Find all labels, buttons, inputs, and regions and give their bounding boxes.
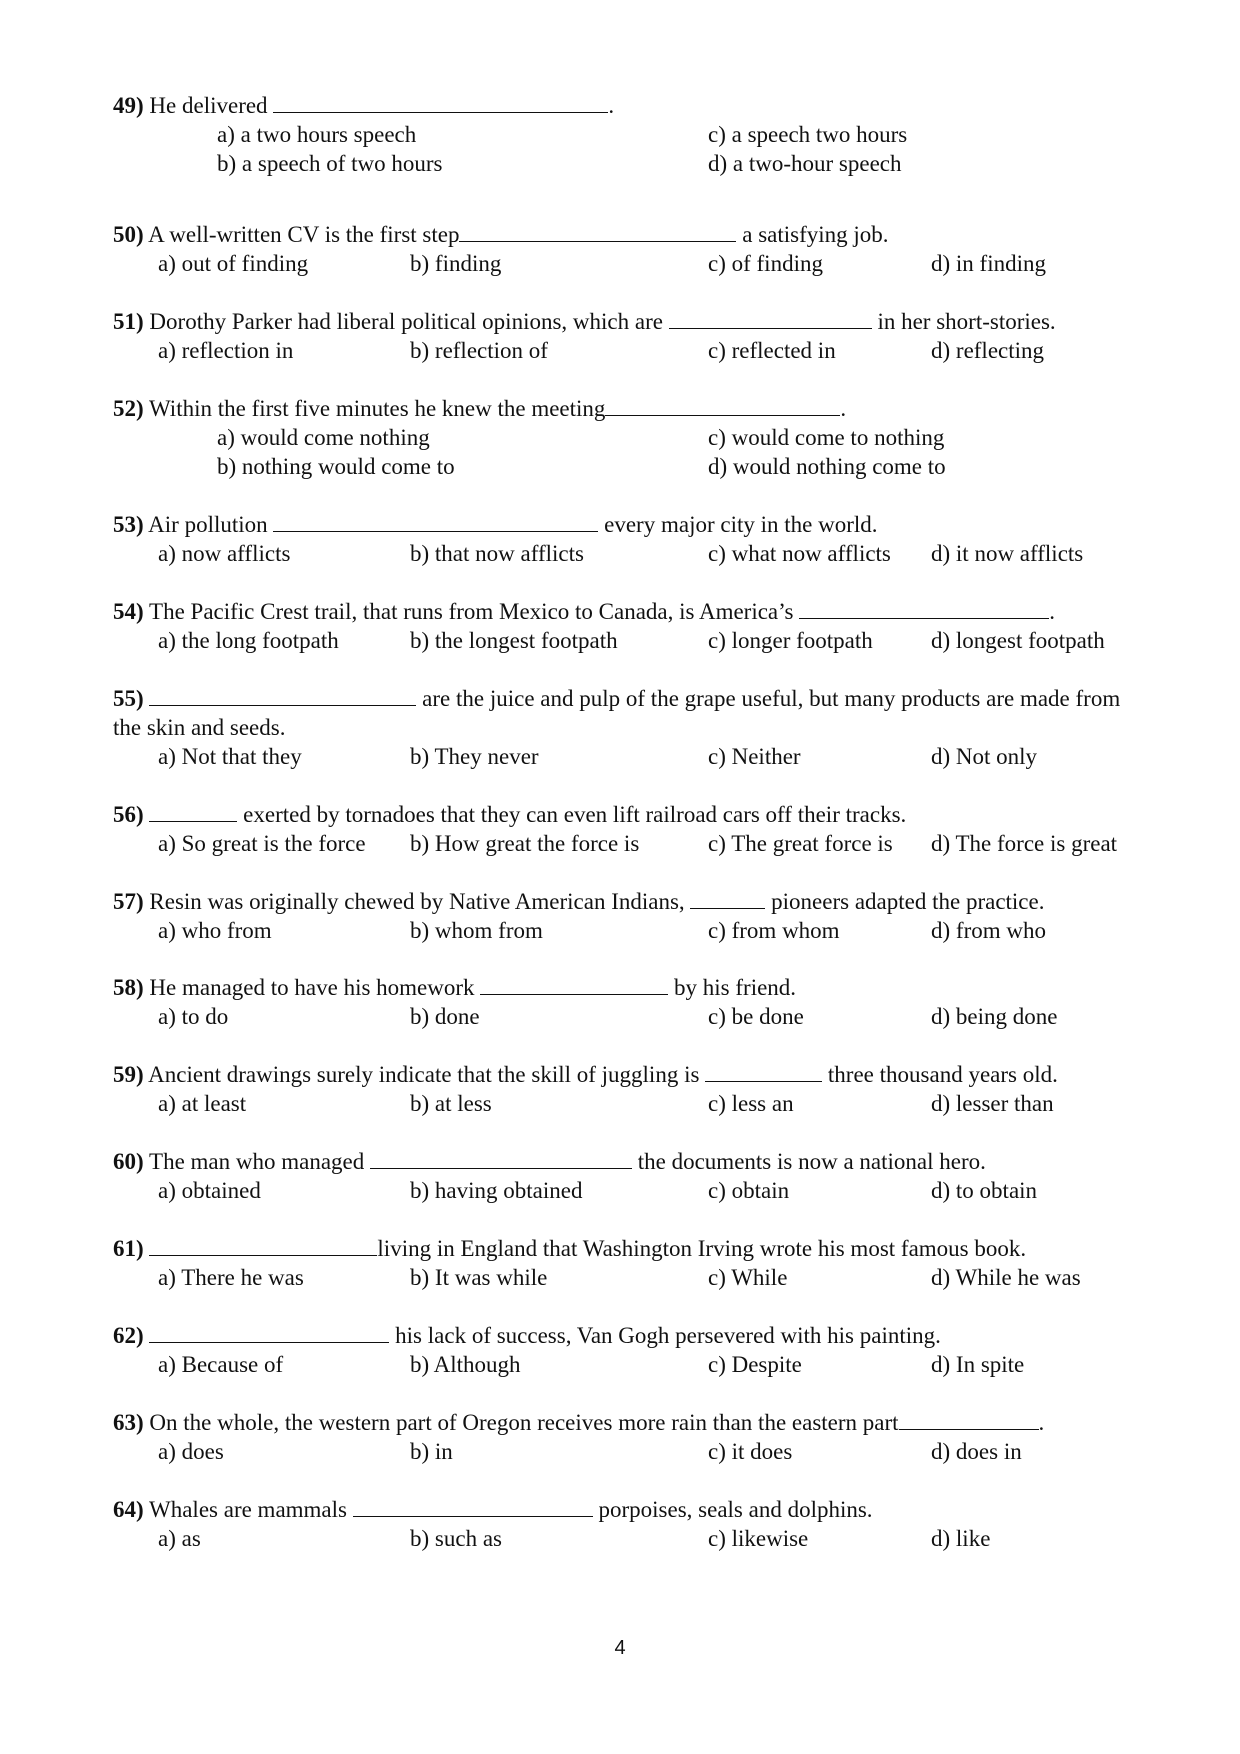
- option-a[interactable]: a) obtained: [158, 1178, 261, 1203]
- option-c[interactable]: c) a speech two hours: [708, 122, 908, 147]
- answer-blank[interactable]: [353, 1496, 593, 1517]
- question-number: 52): [113, 396, 144, 421]
- option-c[interactable]: c) longer footpath: [708, 628, 873, 653]
- stem-text: exerted by tornadoes that they can even lift railroad cars off their tracks.: [237, 802, 907, 827]
- answer-blank[interactable]: [149, 685, 416, 706]
- option-d[interactable]: d) in finding: [931, 251, 1046, 276]
- answer-blank[interactable]: [273, 511, 598, 532]
- stem-text: He managed to have his homework: [149, 975, 481, 1000]
- option-a[interactable]: a) reflection in: [158, 338, 294, 363]
- option-c[interactable]: c) be done: [708, 1004, 804, 1029]
- option-b[interactable]: b) having obtained: [410, 1178, 583, 1203]
- question-stem: [113, 1147, 1143, 1176]
- option-c[interactable]: c) it does: [708, 1439, 793, 1464]
- question-number: 53): [113, 512, 144, 537]
- question-stem: [113, 1321, 1143, 1350]
- question-stem: [113, 1408, 1143, 1437]
- option-b[interactable]: b) that now afflicts: [410, 541, 584, 566]
- option-d[interactable]: d) being done: [931, 1004, 1058, 1029]
- answer-blank[interactable]: [690, 888, 765, 909]
- stem-text: by his friend.: [668, 975, 797, 1000]
- stem-text: three thousand years old.: [822, 1062, 1058, 1087]
- question-stem: [113, 887, 1143, 916]
- option-b[interactable]: b) Although: [410, 1352, 521, 1377]
- question-number: 58): [113, 975, 144, 1000]
- question-64: [113, 1495, 1143, 1553]
- option-c[interactable]: c) obtain: [708, 1178, 790, 1203]
- option-b[interactable]: b) in: [410, 1439, 453, 1464]
- option-d[interactable]: d) does in: [931, 1439, 1022, 1464]
- answer-blank[interactable]: [669, 308, 872, 329]
- question-54: [113, 597, 1143, 655]
- answer-blank[interactable]: [705, 1061, 822, 1082]
- option-d[interactable]: d) While he was: [931, 1265, 1081, 1290]
- question-stem: [113, 684, 1143, 742]
- stem-text: porpoises, seals and dolphins.: [592, 1497, 873, 1522]
- option-a[interactable]: a) Not that they: [158, 744, 302, 769]
- question-number: 61): [113, 1236, 144, 1261]
- option-a[interactable]: a) would come nothing: [217, 425, 430, 450]
- option-c[interactable]: c) likewise: [708, 1526, 809, 1551]
- stem-text: living in England that Washington Irving wrote his most famous book.: [377, 1236, 1027, 1261]
- stem-text: every major city in the world.: [598, 512, 878, 537]
- question-number: 55): [113, 686, 144, 711]
- stem-text: Air pollution: [148, 512, 274, 537]
- option-c[interactable]: c) from whom: [708, 918, 840, 943]
- option-a[interactable]: a) at least: [158, 1091, 247, 1116]
- question-stem: [113, 307, 1143, 336]
- question-stem: [113, 394, 1143, 423]
- option-a[interactable]: a) out of finding: [158, 251, 309, 276]
- answer-blank[interactable]: [149, 801, 237, 822]
- option-b[interactable]: b) nothing would come to: [217, 454, 455, 479]
- answer-blank[interactable]: [149, 1235, 377, 1256]
- stem-text: in her short-stories.: [871, 309, 1056, 334]
- question-stem: [113, 91, 1143, 120]
- question-number: 49): [113, 93, 144, 118]
- option-a[interactable]: a) as: [158, 1526, 201, 1551]
- option-a[interactable]: a) now afflicts: [158, 541, 291, 566]
- option-d[interactable]: d) In spite: [931, 1352, 1025, 1377]
- question-58: [113, 973, 1143, 1031]
- question-number: 57): [113, 889, 144, 914]
- answer-blank[interactable]: [899, 1409, 1039, 1430]
- answer-blank[interactable]: [459, 221, 736, 242]
- stem-text: a satisfying job.: [736, 222, 889, 247]
- stem-text: .: [840, 396, 847, 421]
- option-b[interactable]: b) done: [410, 1004, 480, 1029]
- option-c[interactable]: c) Despite: [708, 1352, 802, 1377]
- option-a[interactable]: a) Because of: [158, 1352, 284, 1377]
- question-50: [113, 220, 1143, 278]
- option-b[interactable]: b) the longest footpath: [410, 628, 618, 653]
- question-number: 51): [113, 309, 144, 334]
- option-b[interactable]: b) How great the force is: [410, 831, 640, 856]
- option-b[interactable]: b) at less: [410, 1091, 492, 1116]
- option-c[interactable]: c) The great force is: [708, 831, 893, 856]
- option-c[interactable]: c) less an: [708, 1091, 794, 1116]
- option-d[interactable]: d) reflecting: [931, 338, 1045, 363]
- stem-text: .: [1038, 1410, 1045, 1435]
- option-d[interactable]: d) like: [931, 1526, 991, 1551]
- option-d[interactable]: d) longest footpath: [931, 628, 1105, 653]
- option-d[interactable]: d) Not only: [931, 744, 1038, 769]
- option-a[interactable]: a) to do: [158, 1004, 229, 1029]
- answer-blank[interactable]: [149, 1322, 389, 1343]
- option-a[interactable]: a) does: [158, 1439, 224, 1464]
- question-stem: [113, 1495, 1143, 1524]
- question-55: [113, 684, 1143, 771]
- stem-text: Whales are mammals: [149, 1497, 353, 1522]
- option-c[interactable]: c) reflected in: [708, 338, 836, 363]
- option-c[interactable]: c) of finding: [708, 251, 823, 276]
- option-c[interactable]: c) Neither: [708, 744, 801, 769]
- question-60: [113, 1147, 1143, 1205]
- page-number: 4: [614, 1637, 626, 1659]
- question-stem: [113, 1234, 1143, 1263]
- stem-text: .: [608, 93, 615, 118]
- option-d[interactable]: d) to obtain: [931, 1178, 1038, 1203]
- question-number: 63): [113, 1410, 144, 1435]
- answer-blank[interactable]: [799, 598, 1049, 619]
- stem-text: Ancient drawings surely indicate that the skill of juggling is: [148, 1062, 706, 1087]
- stem-text: A well-written CV is the first step: [148, 222, 460, 247]
- answer-blank[interactable]: [273, 92, 608, 113]
- option-b[interactable]: b) a speech of two hours: [217, 151, 443, 176]
- option-a[interactable]: a) So great is the force: [158, 831, 366, 856]
- question-52: [113, 394, 1143, 481]
- option-d[interactable]: d) a two-hour speech: [708, 151, 902, 176]
- option-b[interactable]: b) reflection of: [410, 338, 548, 363]
- question-51: [113, 307, 1143, 365]
- question-stem: [113, 1060, 1143, 1089]
- option-c[interactable]: c) would come to nothing: [708, 425, 945, 450]
- question-stem: [113, 973, 1143, 1002]
- option-b[interactable]: b) such as: [410, 1526, 502, 1551]
- stem-text: The Pacific Crest trail, that runs from Mexico to Canada, is America’s: [149, 599, 800, 624]
- option-d[interactable]: d) from who: [931, 918, 1046, 943]
- option-c[interactable]: c) what now afflicts: [708, 541, 891, 566]
- option-b[interactable]: b) finding: [410, 251, 502, 276]
- question-62: [113, 1321, 1143, 1379]
- question-number: 59): [113, 1062, 144, 1087]
- question-number: 56): [113, 802, 144, 827]
- question-stem: [113, 220, 1143, 249]
- question-stem: [113, 597, 1143, 626]
- answer-blank[interactable]: [605, 395, 840, 416]
- option-b[interactable]: b) It was while: [410, 1265, 548, 1290]
- question-number: 64): [113, 1497, 144, 1522]
- question-63: [113, 1408, 1143, 1466]
- stem-text: his lack of success, Van Gogh persevered with his painting.: [389, 1323, 941, 1348]
- option-a[interactable]: a) the long footpath: [158, 628, 339, 653]
- option-d[interactable]: d) lesser than: [931, 1091, 1054, 1116]
- question-number: 60): [113, 1149, 144, 1174]
- question-53: [113, 510, 1143, 568]
- option-a[interactable]: a) a two hours speech: [217, 122, 417, 147]
- question-49: [113, 91, 1143, 178]
- option-a[interactable]: a) who from: [158, 918, 272, 943]
- stem-text: The man who managed: [149, 1149, 370, 1174]
- question-61: [113, 1234, 1143, 1292]
- answer-blank[interactable]: [370, 1148, 632, 1169]
- stem-text: Within the first five minutes he knew the meeting: [149, 396, 606, 421]
- option-c[interactable]: c) While: [708, 1265, 788, 1290]
- stem-text: are the juice and pulp of the grape useful, but many products are made from the skin and seeds.: [113, 686, 1121, 740]
- stem-text: On the whole, the western part of Oregon receives more rain than the eastern part: [149, 1410, 899, 1435]
- option-d[interactable]: d) The force is great: [931, 831, 1118, 856]
- option-d[interactable]: d) it now afflicts: [931, 541, 1084, 566]
- option-a[interactable]: a) There he was: [158, 1265, 304, 1290]
- question-number: 50): [113, 222, 144, 247]
- option-b[interactable]: b) whom from: [410, 918, 543, 943]
- question-57: [113, 887, 1143, 945]
- stem-text: Resin was originally chewed by Native American Indians,: [149, 889, 691, 914]
- stem-text: the documents is now a national hero.: [632, 1149, 986, 1174]
- question-stem: [113, 510, 1143, 539]
- stem-text: Dorothy Parker had liberal political opinions, which are: [149, 309, 669, 334]
- answer-blank[interactable]: [480, 974, 668, 995]
- question-59: [113, 1060, 1143, 1118]
- question-number: 54): [113, 599, 144, 624]
- question-stem: [113, 800, 1143, 829]
- question-number: 62): [113, 1323, 144, 1348]
- option-d[interactable]: d) would nothing come to: [708, 454, 946, 479]
- stem-text: pioneers adapted the practice.: [765, 889, 1045, 914]
- stem-text: He delivered: [149, 93, 274, 118]
- option-b[interactable]: b) They never: [410, 744, 539, 769]
- stem-text: .: [1049, 599, 1055, 624]
- question-56: [113, 800, 1143, 858]
